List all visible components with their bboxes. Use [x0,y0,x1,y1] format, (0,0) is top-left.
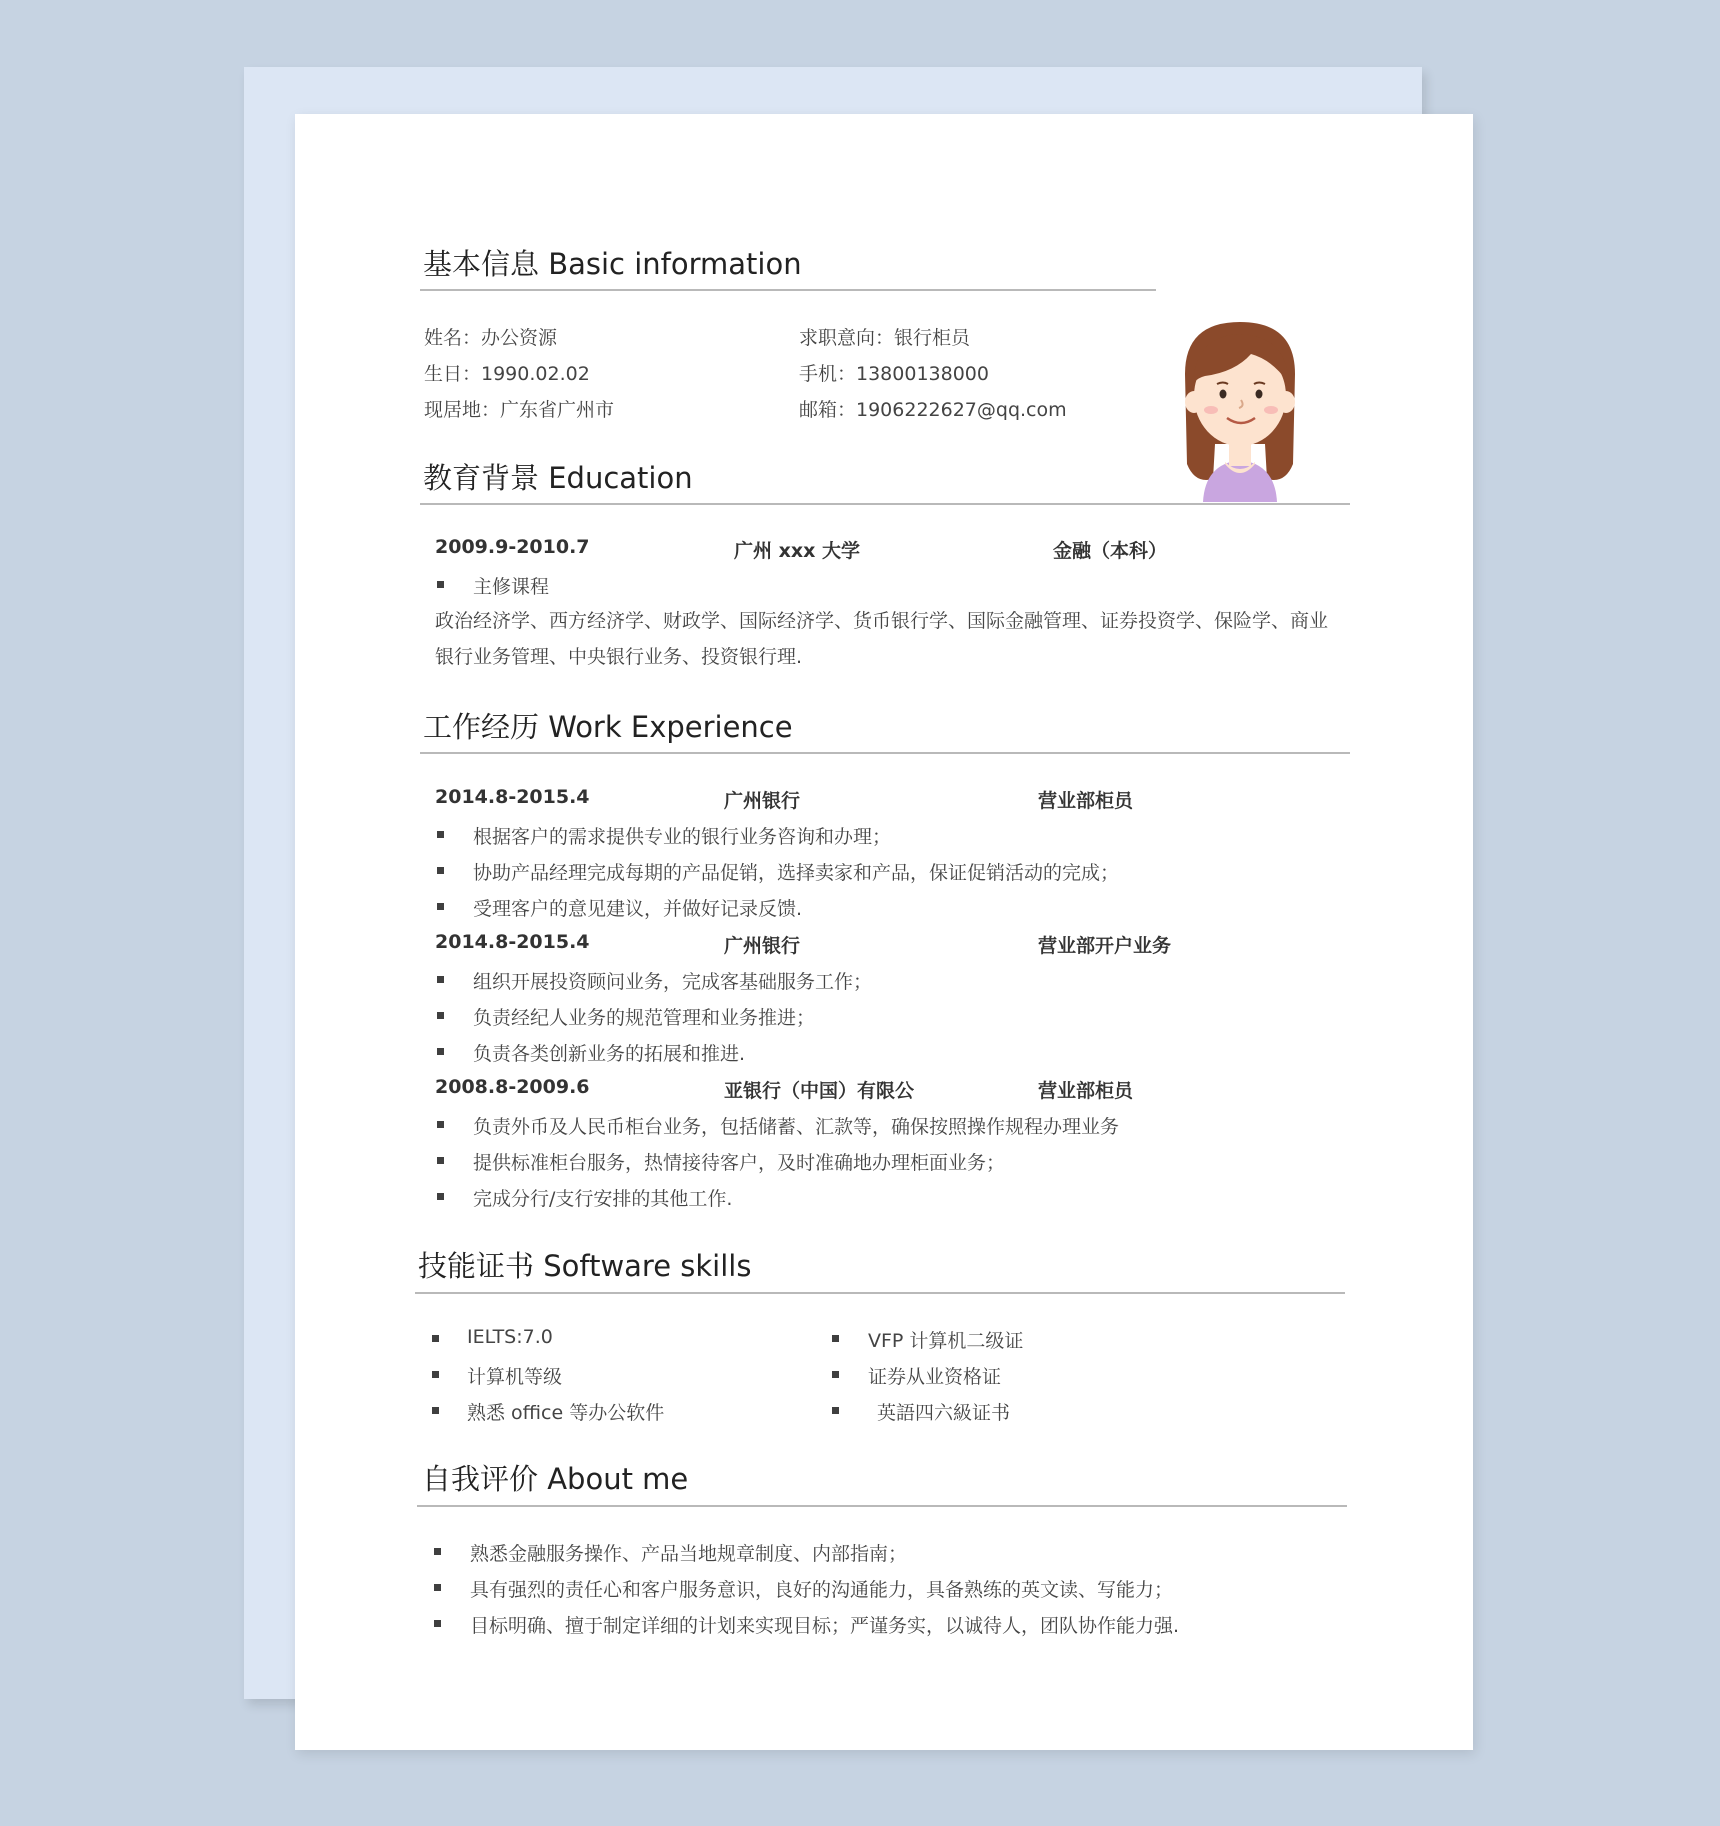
bullet-icon [434,1620,441,1627]
bullet-icon [437,867,444,874]
basic-info-rule [420,289,1156,291]
bullet-icon [437,581,444,588]
birth-field: 生日：1990.02.02 [424,363,590,385]
job-duty: 负责经纪人业务的规范管理和业务推进； [473,1007,816,1029]
skills-title: 技能证书 Software skills [418,1249,752,1283]
job-duty: 组织开展投资顾问业务，完成客基础服务工作； [473,971,873,993]
job-duty: 完成分行/支行安排的其他工作. [473,1188,733,1210]
course-list: 政治经济学、西方经济学、财政学、国际经济学、货币银行学、国际金融管理、证券投资学、保险学、商业银行业务管理、中央银行业务、投资银行理. [435,610,1329,668]
job-duty: 提供标准柜台服务，热情接待客户，及时准确地办理柜面业务； [473,1152,1006,1174]
skill-item: 证券从业资格证 [868,1366,1002,1388]
job-company: 广州银行 [724,935,801,957]
edu-school: 广州 xxx 大学 [734,540,860,562]
bullet-icon [437,1193,444,1200]
about-title: 自我评价 About me [422,1462,689,1496]
skill-item: 英語四六級证书 [877,1402,1011,1424]
bullet-icon [832,1371,839,1378]
about-item: 目标明确、擅于制定详细的计划来实现目标；严谨务实，以诚待人，团队协作能力强. [470,1615,1180,1637]
bullet-icon [437,1121,444,1128]
job-period: 2008.8-2009.6 [435,1076,590,1098]
bullet-icon [437,1012,444,1019]
email-field: 邮箱：1906222627@qq.com [799,399,1067,421]
bullet-icon [832,1407,839,1414]
skill-item: 计算机等级 [467,1366,563,1388]
avatar [1165,314,1315,502]
job-duty: 协助产品经理完成每期的产品促销，选择卖家和产品，保证促销活动的完成； [473,862,1120,884]
job-company: 广州银行 [724,790,801,812]
work-title: 工作经历 Work Experience [423,710,793,744]
about-item: 熟悉金融服务操作、产品当地规章制度、内部指南； [470,1543,908,1565]
bullet-icon [432,1407,439,1414]
bullet-icon [434,1548,441,1555]
edu-period: 2009.9-2010.7 [435,536,590,558]
job-period: 2014.8-2015.4 [435,786,590,808]
phone-field: 手机：13800138000 [799,363,989,385]
job-position: 营业部开户业务 [1038,935,1172,957]
bullet-icon [437,1048,444,1055]
bullet-icon [437,1157,444,1164]
skills-rule [415,1292,1345,1294]
job-duty: 负责各类创新业务的拓展和推进. [473,1043,746,1065]
bullet-icon [437,903,444,910]
job-position: 营业部柜员 [1038,790,1134,812]
bullet-icon [832,1335,839,1342]
intent-field: 求职意向：银行柜员 [799,327,971,349]
skill-item: IELTS:7.0 [467,1326,553,1348]
work-rule [420,752,1350,754]
bullet-icon [437,976,444,983]
job-duty: 受理客户的意见建议，并做好记录反馈. [473,898,803,920]
about-rule [417,1505,1347,1507]
resume-page [295,114,1473,1750]
education-rule [420,503,1350,505]
bullet-icon [437,831,444,838]
education-title: 教育背景 Education [423,461,693,495]
bullet-icon [434,1584,441,1591]
bullet-icon [432,1371,439,1378]
address-field: 现居地：广东省广州市 [424,399,615,421]
about-item: 具有强烈的责任心和客户服务意识，良好的沟通能力，具备熟练的英文读、写能力； [470,1579,1174,1601]
job-company: 亚银行（中国）有限公 [724,1080,915,1102]
job-period: 2014.8-2015.4 [435,931,590,953]
skill-item: 熟悉 office 等办公软件 [467,1402,665,1424]
bullet-icon [432,1335,439,1342]
job-duty: 根据客户的需求提供专业的银行业务咨询和办理； [473,826,892,848]
job-position: 营业部柜员 [1038,1080,1134,1102]
basic-info-title: 基本信息 Basic information [423,247,802,281]
course-label: 主修课程 [473,576,550,598]
job-duty: 负责外币及人民币柜台业务，包括储蓄、汇款等，确保按照操作规程办理业务 [473,1116,1120,1138]
edu-major: 金融（本科） [1053,540,1168,562]
skill-item: VFP 计算机二级证 [868,1330,1024,1352]
name-field: 姓名：办公资源 [424,327,558,349]
